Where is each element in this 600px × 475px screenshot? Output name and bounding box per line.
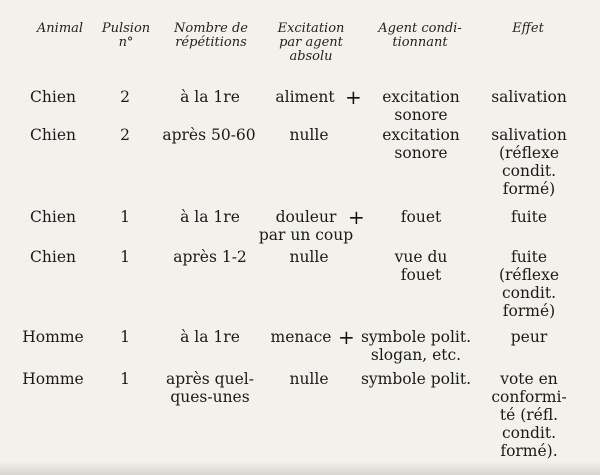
row1-repetitions: à la 1re	[180, 88, 240, 106]
row2-excitation: nulle	[289, 126, 329, 144]
row3-excitation: douleur par un coup	[258, 208, 354, 244]
row3-animal: Chien	[30, 208, 76, 226]
header-pulsion: Pulsion n°	[101, 21, 151, 50]
header-repetitions: Nombre de répétitions	[174, 21, 248, 50]
row6-excitation: nulle	[289, 370, 329, 388]
row1-animal: Chien	[30, 88, 76, 106]
row4-effet: fuite (réflexe condit. formé)	[498, 248, 560, 320]
row5-animal: Homme	[22, 328, 84, 346]
row2-repetitions: après 50-60	[162, 126, 256, 144]
row6-repetitions: après quel- ques-unes	[166, 370, 254, 406]
header-excitation: Excitation par agent absolu	[277, 21, 345, 64]
row4-repetitions: après 1-2	[173, 248, 247, 266]
header-animal: Animal	[36, 21, 84, 36]
row3-effet: fuite	[510, 208, 548, 226]
row3-repetitions: à la 1re	[180, 208, 240, 226]
row5-agent: symbole polit. slogan, etc.	[360, 328, 472, 364]
page-shadow	[0, 461, 600, 475]
row2-animal: Chien	[30, 126, 76, 144]
row6-agent: symbole polit.	[360, 370, 472, 388]
row4-pulsion: 1	[120, 248, 130, 266]
row1-pulsion: 2	[120, 88, 130, 106]
row2-effet: salivation (réflexe condit. formé)	[491, 126, 567, 198]
row6-effet: vote en conformi- té (réfl. condit. formé).	[491, 370, 567, 460]
row4-animal: Chien	[30, 248, 76, 266]
row5-plus-sign: +	[338, 325, 355, 349]
row1-plus-sign: +	[345, 85, 362, 109]
row1-excitation: aliment	[275, 88, 335, 106]
row6-animal: Homme	[22, 370, 84, 388]
row3-plus-sign: +	[348, 205, 365, 229]
row2-agent: excitation sonore	[382, 126, 460, 162]
header-effet: Effet	[512, 21, 544, 36]
header-agent: Agent condi- tionnant	[378, 21, 462, 50]
row5-pulsion: 1	[120, 328, 130, 346]
row5-excitation: menace	[270, 328, 332, 346]
row2-pulsion: 2	[120, 126, 130, 144]
row5-effet: peur	[510, 328, 548, 346]
row4-agent: vue du fouet	[394, 248, 448, 284]
row1-agent: excitation sonore	[382, 88, 460, 124]
row4-excitation: nulle	[289, 248, 329, 266]
row1-effet: salivation	[491, 88, 567, 106]
row3-agent: fouet	[400, 208, 442, 226]
row6-pulsion: 1	[120, 370, 130, 388]
row5-repetitions: à la 1re	[180, 328, 240, 346]
row3-pulsion: 1	[120, 208, 130, 226]
